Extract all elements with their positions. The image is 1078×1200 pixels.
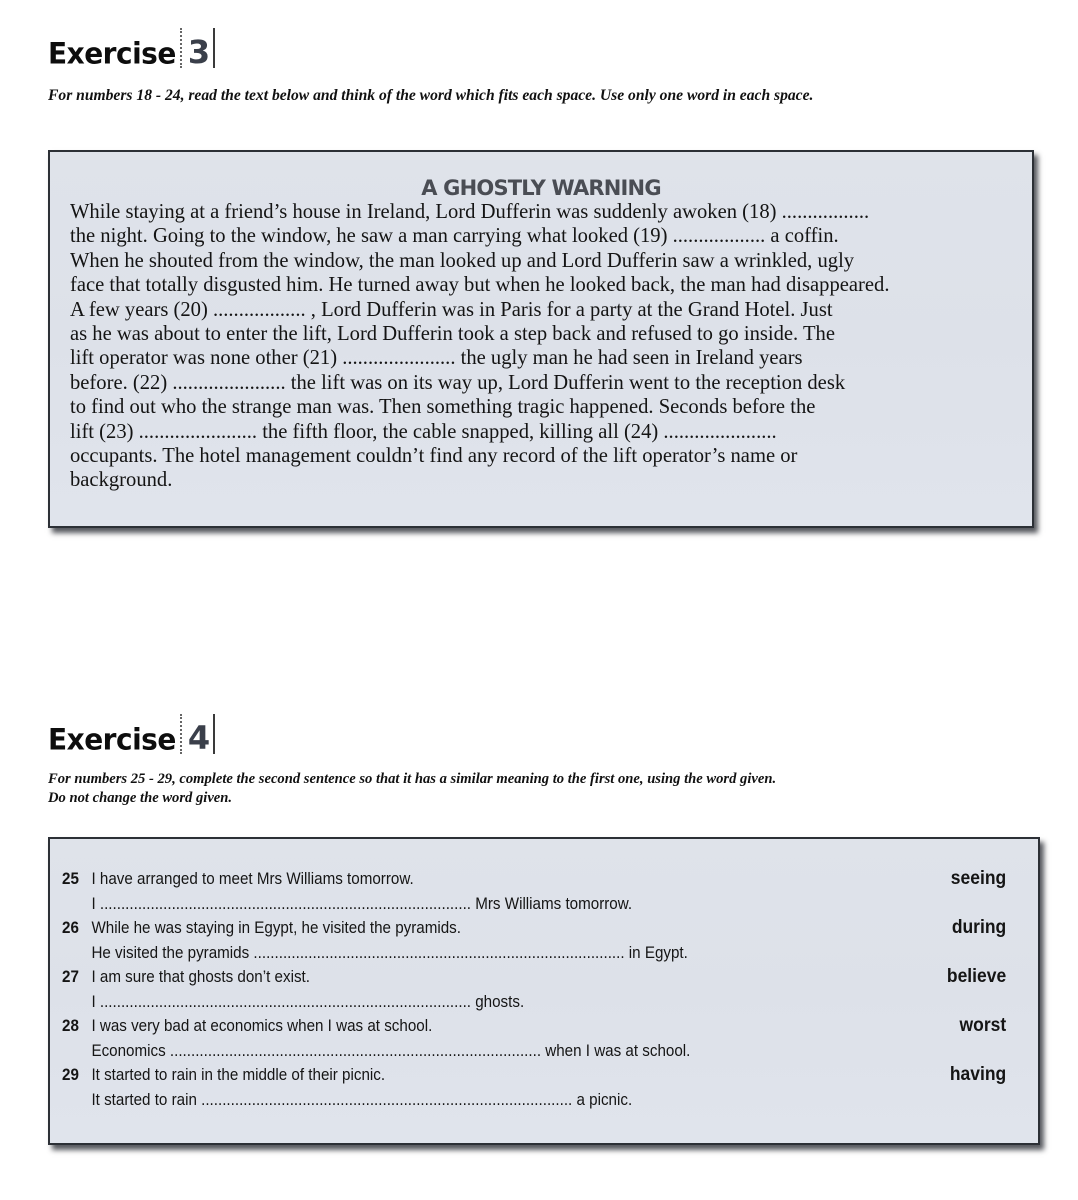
transformation-item [62,1014,1008,1063]
exercise-3-heading-word: Exercise [48,36,176,71]
story-line: face that totally disgusted him. He turned away but when he looked back, the man had disappeared. [70,274,890,297]
item-second-sentence[interactable]: He visited the pyramids ........................................................................................ in Egypt. [91,943,688,962]
item-keyword: believe [946,966,1007,987]
story-line: A few years (20) .................. , Lord Dufferin was in Paris for a party at the Grand Hotel. Just [70,298,833,321]
item-keyword: having [949,1064,1007,1085]
item-number: 28 [62,1017,79,1035]
item-first-sentence: I was very bad at economics when I was at school. [91,1017,433,1035]
item-first-sentence: While he was staying in Egypt, he visited the pyramids. [91,919,462,937]
story-line: When he shouted from the window, the man looked up and Lord Dufferin saw a wrinkled, ugly [70,249,855,272]
story-line: occupants. The hotel management couldn’t find any record of the lift operator’s name or [70,445,798,468]
story-title: A GHOSTLY WARNING [421,176,661,200]
instruction-line: Do not change the word given. [48,790,233,806]
exercise-4-heading-word: Exercise [48,722,176,757]
story-line: lift operator was none other (21) ...................... the ugly man he had seen in Ireland years [70,347,803,370]
exercise-3-heading [48,28,215,71]
exercise-4-instruction [48,770,1048,808]
story-line: background. [70,469,173,492]
transformation-item [62,1063,1008,1112]
story-text [50,200,1032,493]
heading-dotted-divider [180,714,182,754]
item-first-sentence: I have arranged to meet Mrs Williams tomorrow. [91,870,414,888]
story-line: as he was about to enter the lift, Lord Dufferin took a step back and refused to go inside. The [70,323,835,346]
transformation-panel [48,837,1040,1145]
transformation-item [62,965,1008,1014]
item-second-sentence[interactable]: I ........................................................................................ Mrs Williams tomorrow. [91,894,633,913]
item-keyword: seeing [950,868,1007,889]
heading-solid-divider [213,714,215,754]
story-line: the night. Going to the window, he saw a man carrying what looked (19) .................. a coffin. [70,225,839,248]
story-line: before. (22) ...................... the lift was on its way up, Lord Dufferin went to the reception desk [70,371,846,394]
item-keyword: during [951,917,1007,938]
exercise-4-number: 4 [187,719,211,757]
exercise-3-instruction: For numbers 18 - 24, read the text below and think of the word which fits each space. Use only one word in each space. [48,87,814,104]
heading-solid-divider [213,28,215,68]
item-number: 26 [62,919,79,937]
exercise-4-heading [48,714,215,757]
item-keyword: worst [959,1015,1007,1036]
item-second-sentence[interactable]: It started to rain ........................................................................................ a picnic. [91,1090,633,1109]
story-line: to find out who the strange man was. Then something tragic happened. Seconds before the [70,396,816,419]
item-number: 29 [62,1066,79,1084]
story-line: While staying at a friend’s house in Ireland, Lord Dufferin was suddenly awoken (18) ................. [70,201,870,223]
story-panel [48,150,1034,528]
item-second-sentence[interactable]: I ........................................................................................ ghosts. [91,992,525,1011]
exercise-3-number: 3 [187,33,211,71]
item-second-sentence[interactable]: Economics ........................................................................................ when I was at school. [91,1041,691,1060]
item-number: 27 [62,968,79,986]
story-line: lift (23) ....................... the fifth floor, the cable snapped, killing all (24) ...................... [70,420,777,443]
transformation-item [62,916,1008,965]
transformation-item [62,867,1008,916]
item-first-sentence: It started to rain in the middle of their picnic. [91,1066,386,1084]
item-first-sentence: I am sure that ghosts don’t exist. [91,968,310,986]
instruction-line: For numbers 25 - 29, complete the second sentence so that it has a similar meaning to the first one, using the word given. [48,771,777,787]
item-number: 25 [62,870,79,888]
heading-dotted-divider [180,28,182,68]
